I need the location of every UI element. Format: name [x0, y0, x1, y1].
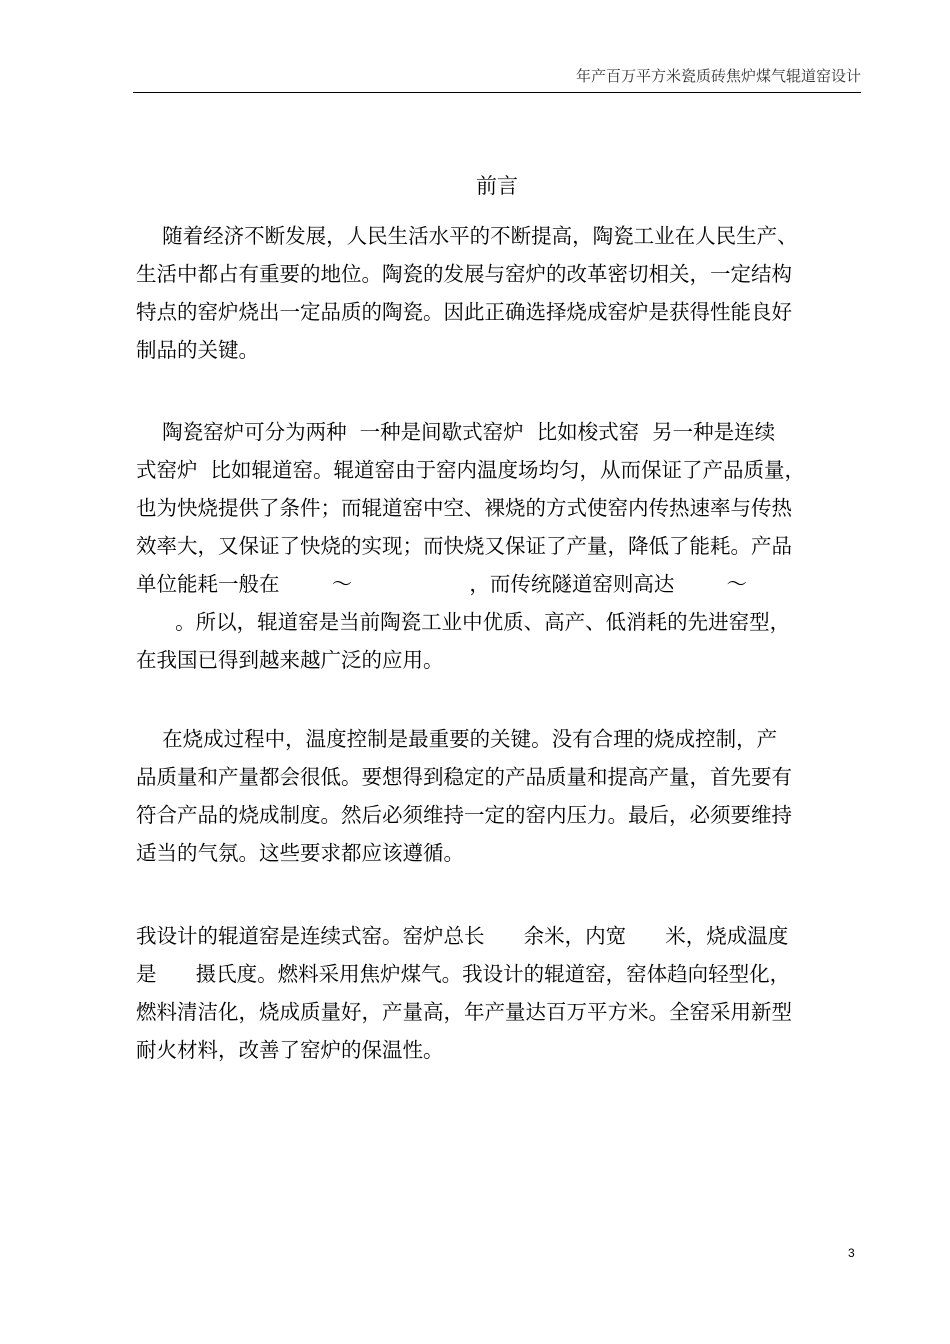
- paragraph-line: 随着经济不断发展，人民生活水平的不断提高，陶瓷工业在人民生产、: [136, 224, 798, 248]
- paragraph-line: 是 摄氏度。燃料采用焦炉煤气。我设计的辊道窑，窑体趋向轻型化，: [136, 962, 791, 986]
- paragraph-line: 生活中都占有重要的地位。陶瓷的发展与窑炉的改革密切相关，一定结构: [136, 262, 792, 286]
- header-divider: [133, 92, 861, 93]
- paragraph-intro: [136, 217, 860, 369]
- paragraph-line: 在我国已得到越来越广泛的应用。: [136, 648, 444, 672]
- paragraph-line: 在烧成过程中，温度控制是最重要的关键。没有合理的烧成控制，产: [136, 727, 778, 751]
- paragraph-line: 品质量和产量都会很低。要想得到稳定的产品质量和提高产量，首先要有: [136, 765, 792, 789]
- paragraph-line: 制品的关键。: [136, 338, 259, 362]
- paragraph-line: 我设计的辊道窑是连续式窑。窑炉总长 余米，内宽 米，烧成温度: [136, 924, 789, 948]
- paragraph-line: 。所以，辊道窑是当前陶瓷工业中优质、高产、低消耗的先进窑型，: [136, 610, 791, 634]
- paragraph-line: 单位能耗一般在 ～ ，而传统隧道窑则高达 ～: [136, 572, 748, 596]
- paragraph-line: 耐火材料，改善了窑炉的保温性。: [136, 1038, 444, 1062]
- paragraph-line: 陶瓷窑炉可分为两种 一种是间歇式窑炉 比如梭式窑 另一种是连续: [136, 420, 776, 444]
- paragraph-line: 式窑炉 比如辊道窑。辊道窑由于窑内温度场均匀，从而保证了产品质量，: [136, 458, 806, 482]
- paragraph-firing-control: [136, 720, 860, 872]
- paragraph-kiln-types: [136, 413, 860, 679]
- paragraph-line: 也为快烧提供了条件；而辊道窑中空、裸烧的方式使窑内传热速率与传热: [136, 496, 792, 520]
- paragraph-line: 特点的窑炉烧出一定品质的陶瓷。因此正确选择烧成窑炉是获得性能良好: [136, 300, 792, 324]
- section-title: 前言: [476, 174, 518, 198]
- paragraph-line: 燃料清洁化，烧成质量好，产量高，年产量达百万平方米。全窑采用新型: [136, 1000, 792, 1024]
- paragraph-line: 符合产品的烧成制度。然后必须维持一定的窑内压力。最后，必须要维持: [136, 803, 792, 827]
- running-header: 年产百万平方米瓷质砖焦炉煤气辊道窑设计: [575, 67, 861, 85]
- page-number: 3: [848, 1246, 855, 1260]
- paragraph-line: 适当的气氛。这些要求都应该遵循。: [136, 841, 464, 865]
- paragraph-my-design: [136, 917, 860, 1069]
- paragraph-line: 效率大，又保证了快烧的实现；而快烧又保证了产量，降低了能耗。产品: [136, 534, 792, 558]
